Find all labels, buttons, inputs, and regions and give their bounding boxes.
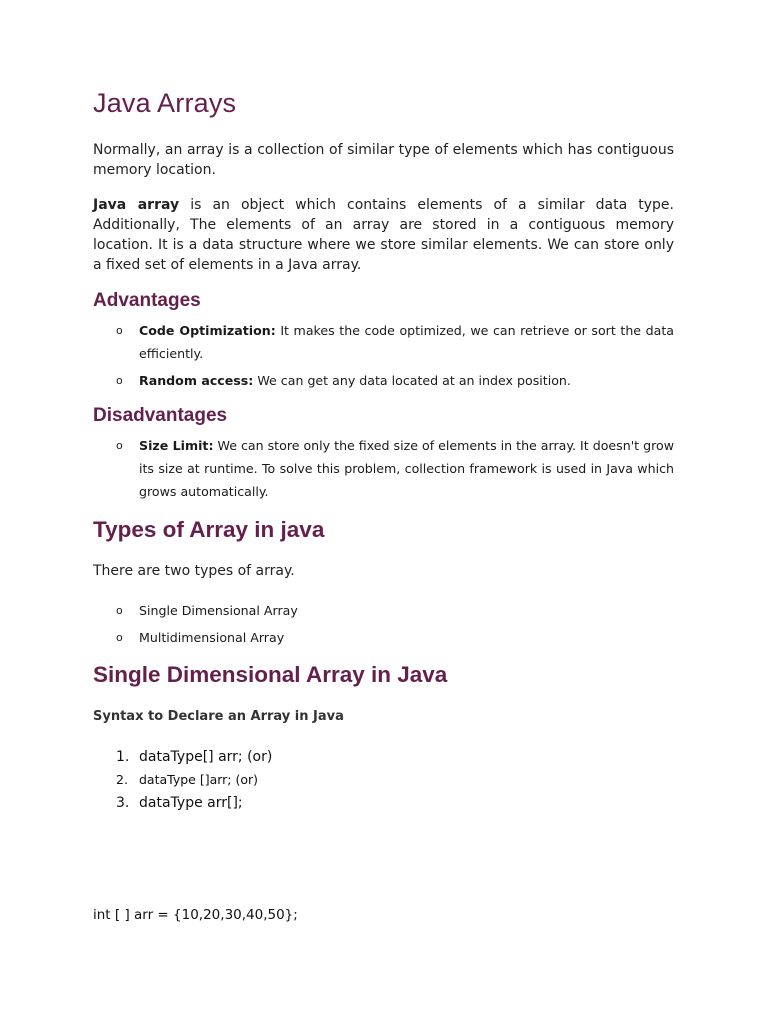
bullet-icon: o <box>116 324 123 337</box>
item-text: dataType[] arr; (or) <box>139 749 273 765</box>
bullet-icon: o <box>116 631 123 644</box>
item-label: Random access: <box>139 373 254 388</box>
item-text: We can store only the fixed size of elements in the array. It doesn't grow its size at runtime. To solve this problem, collection framework is used in Java which grows automatically. <box>139 438 675 499</box>
list-item <box>93 626 674 649</box>
item-text: We can get any data located at an index position. <box>253 373 571 388</box>
list-item <box>93 319 674 365</box>
bullet-icon: o <box>116 374 123 387</box>
item-number: 2. <box>116 772 128 787</box>
definition-text: is an object which contains elements of a similar data type. Additionally, The elements of an array are stored in a contiguous memory location. It is a data structure where we store similar elements. We can store only a fixed set of elements in a Java array. <box>93 197 674 273</box>
item-text: dataType []arr; (or) <box>139 772 259 787</box>
list-item <box>93 768 272 792</box>
item-number: 3. <box>116 795 130 811</box>
item-text: Multidimensional Array <box>139 630 285 645</box>
intro-paragraph: Normally, an array is a collection of similar type of elements which has contiguous memory location. <box>93 142 674 178</box>
item-text: dataType arr[]; <box>139 795 243 811</box>
list-item <box>93 599 674 622</box>
list-item <box>93 792 272 814</box>
types-intro: There are two types of array. <box>93 563 295 579</box>
item-number: 1. <box>116 749 130 765</box>
list-item <box>93 746 272 768</box>
definition-term: Java array <box>93 197 180 213</box>
syntax-list <box>93 746 272 814</box>
disadvantages-list <box>93 434 674 503</box>
array-example: int [ ] arr = {10,20,30,40,50}; <box>93 907 298 923</box>
single-dimensional-heading: Single Dimensional Array in Java <box>93 662 448 687</box>
advantages-list <box>93 319 674 392</box>
definition-paragraph <box>93 195 674 275</box>
item-text: Single Dimensional Array <box>139 603 298 618</box>
page-title: Java Arrays <box>93 88 237 118</box>
types-heading: Types of Array in java <box>93 517 325 542</box>
item-label: Size Limit: <box>139 438 214 453</box>
types-list <box>93 599 674 649</box>
advantages-heading: Advantages <box>93 290 201 311</box>
bullet-icon: o <box>116 439 123 452</box>
item-text: It makes the code optimized, we can retrieve or sort the data efficiently. <box>139 323 674 361</box>
disadvantages-heading: Disadvantages <box>93 405 228 426</box>
item-label: Code Optimization: <box>139 323 276 338</box>
list-item <box>93 369 674 392</box>
list-item <box>93 434 674 503</box>
syntax-heading: Syntax to Declare an Array in Java <box>93 709 344 724</box>
bullet-icon: o <box>116 604 123 617</box>
